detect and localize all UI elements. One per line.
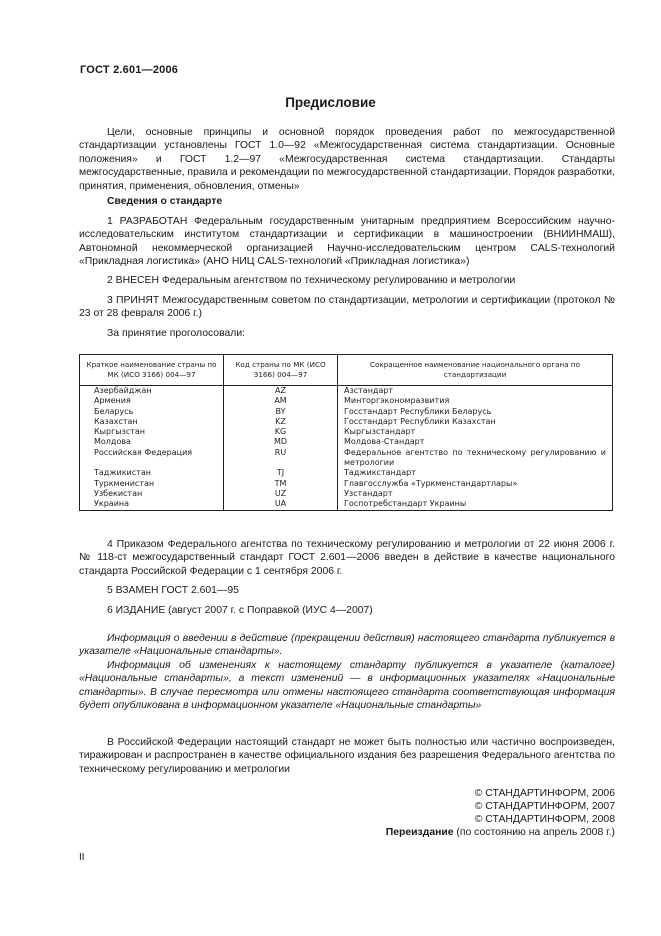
body-cell: Узстандарт: [344, 488, 393, 498]
country-cell: Казахстан: [94, 416, 138, 426]
intro-paragraph: Цели, основные принципы и основной порядок проведения работ по межгосударственной стандартизации установлены ГОСТ 1.0—92 «Межгосударственная система стандартизации. Основные положения» и ГОСТ 1.2—97 «Межгосударственная система стандартизации. Стандарты межгосударственные, правила и рекомендации по межгосударственной стандартизации. Порядок разработки, принятия, применения, обновления, отмены»: [79, 127, 615, 192]
reproduction-restriction: В Российской Федерации настоящий стандарт не может быть полностью или частично воспроизведен, тиражирован и распространен в качестве официального издания без разрешения Федерального агентства по техническому регулированию и метрологии: [79, 737, 615, 775]
country-column: [80, 386, 224, 511]
code-cell: UZ: [274, 488, 287, 498]
reprint-date: (по состоянию на апрель 2008 г.): [453, 827, 615, 838]
body-column: [338, 386, 613, 511]
body-cell: Молдова-Стандарт: [344, 437, 425, 447]
code-cell: TJ: [276, 468, 285, 478]
country-cell: Армения: [94, 396, 131, 406]
country-cell: Молдова: [94, 437, 131, 447]
country-cell: Таджикистан: [94, 468, 151, 478]
body-cell: Федеральное агентство по техническому регулированию и метрологии: [344, 447, 606, 468]
country-cell: Российская Федерация: [94, 447, 193, 457]
copyright-2007: © СТАНДАРТИНФОРМ, 2007: [474, 801, 615, 812]
code-cell: AM: [274, 396, 287, 406]
body-cell: Минторгэкономразвития: [344, 396, 450, 406]
country-cell: Азербайджан: [94, 386, 152, 395]
column-header-code: Код страны по МК (ИСО 3166) 004—97: [224, 355, 338, 386]
table-body-row: [80, 386, 613, 511]
item-5-replaces: 5 ВЗАМЕН ГОСТ 2.601—95: [107, 585, 239, 596]
code-cell: KZ: [275, 416, 286, 426]
code-cell: TM: [274, 478, 287, 488]
body-cell: Госпотребстандарт Украины: [344, 499, 467, 509]
info-heading: Сведения о стандарте: [107, 196, 223, 207]
body-cell: Главгосслужба «Туркменстандартлары»: [344, 478, 518, 488]
body-cell: Азстандарт: [344, 386, 394, 395]
reprint-label: Переиздание: [385, 827, 454, 838]
country-cell: Туркменистан: [94, 478, 155, 488]
copyright-2006: © СТАНДАРТИНФОРМ, 2006: [474, 788, 615, 799]
changes-info: Информация об изменениях к настоящему стандарту публикуется в указателе (каталоге) «Национальные стандарты», а текст изменений — в информационных указателях «Национальные стандарты». В случае пересмотра или отмены настоящего стандарта соответствующая информация будет опубликована в информационном указателе «Национальные стандарты»: [79, 660, 615, 712]
item-3-adopted: 3 ПРИНЯТ Межгосударственным советом по стандартизации, метрологии и сертификации (протокол № 23 от 28 февраля 2006 г.): [79, 295, 615, 320]
country-cell: Кыргызстан: [94, 427, 146, 437]
column-header-body: Сокращенное наименование национального органа по стандартизации: [338, 355, 613, 386]
item-1-developed: 1 РАЗРАБОТАН Федеральным государственным унитарным предприятием Всероссийским научно-исследовательским институтом стандартизации и сертификации в машиностроении (ВНИИНМАШ), Автономной некоммерческой организацией Научно-исследовательским центром CALS-технологий «Прикладная логистика» (АНО НИЦ CALS-технологий «Прикладная логистика»): [79, 216, 615, 268]
column-header-country: Краткое наименование страны по МК (ИСО 3166) 004—97: [80, 355, 224, 386]
body-cell: Госстандарт Республики Казахстан: [344, 416, 496, 426]
country-cell: Узбекистан: [94, 488, 143, 498]
code-column: [224, 386, 338, 511]
country-cell: Украина: [94, 499, 130, 509]
code-cell: KG: [274, 427, 287, 437]
body-cell: Кыргызстандарт: [344, 427, 416, 437]
reprint-note: [386, 826, 615, 839]
copyright-2008: © СТАНДАРТИНФОРМ, 2008: [474, 814, 615, 825]
code-cell: AZ: [275, 386, 286, 395]
page-number: II: [79, 852, 85, 863]
code-cell: RU: [274, 447, 287, 457]
country-cell: Беларусь: [94, 406, 134, 416]
code-cell: BY: [275, 406, 286, 416]
publication-info: Информация о введении в действие (прекращении действия) настоящего стандарта публикуется в указателе «Национальные стандарты».: [79, 633, 615, 658]
document-header: ГОСТ 2.601—2006: [80, 64, 179, 76]
body-cell: Таджикстандарт: [344, 468, 416, 478]
item-2-introduced: 2 ВНЕСЕН Федеральным агентством по техническому регулированию и метрологии: [107, 275, 516, 286]
item-6-edition: 6 ИЗДАНИЕ (август 2007 г. с Поправкой (ИУС 4—2007): [107, 605, 373, 616]
body-cell: Госстандарт Республики Беларусь: [344, 406, 492, 416]
item-4-order: 4 Приказом Федерального агентства по техническому регулированию и метрологии от 22 июня 2006 г. № 118-ст межгосударственный стандарт ГОСТ 2.601—2006 введен в действие в качестве национального стандарта Российской Федерации с 1 сентября 2006 г.: [79, 539, 615, 577]
voting-table: [79, 354, 613, 511]
code-cell: UA: [274, 499, 287, 509]
code-cell: MD: [273, 437, 288, 447]
page-title: Предисловие: [285, 95, 376, 110]
voted-label: За принятие проголосовали:: [107, 328, 246, 339]
